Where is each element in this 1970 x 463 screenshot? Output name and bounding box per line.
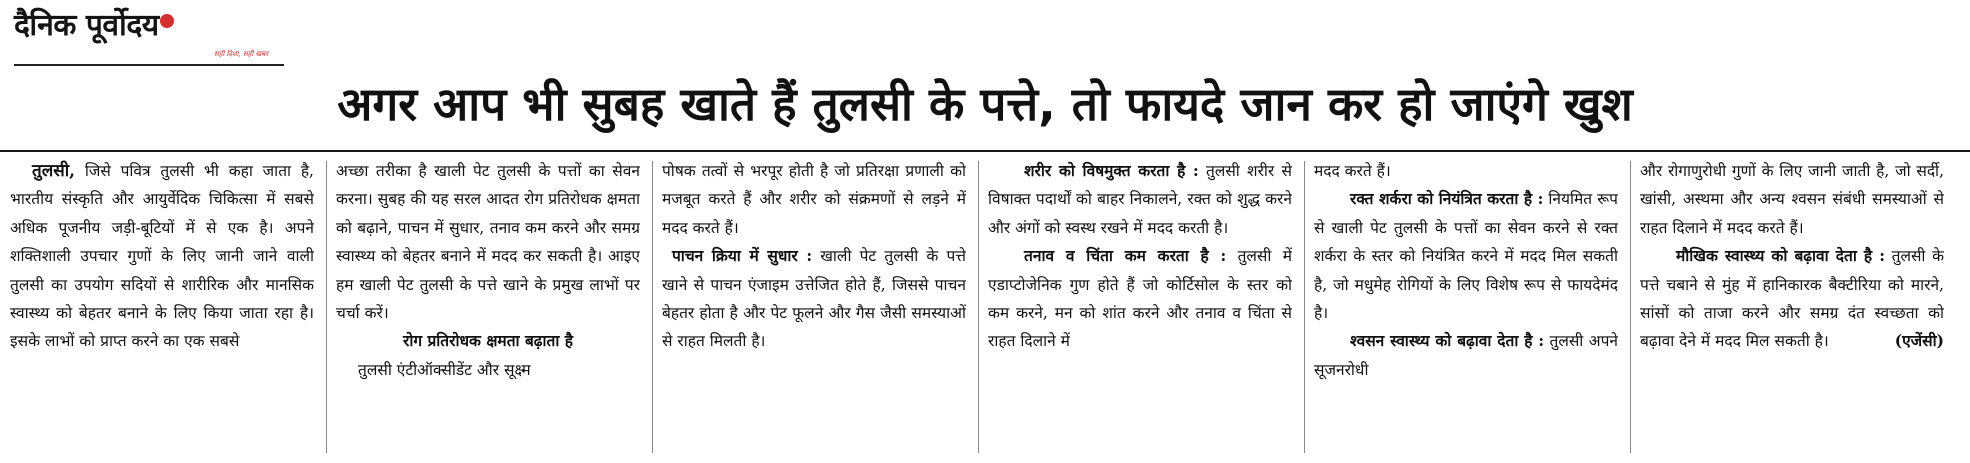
subheading-detox: शरीर को विषमुक्त करता है : — [1024, 161, 1199, 180]
masthead-rule — [14, 64, 284, 66]
column-1-paragraph — [10, 157, 314, 356]
column-5-text: नियमित रूप से खाली पेट तुलसी के पत्तों का सेवन करने से रक्त शर्करा के स्तर को नियंत्रित करने में मदद मिल सकती है, जो मधुमेह रोगियों के लिए विशेष रूप से फायदेमंद है। — [1314, 190, 1618, 323]
subheading-digestion: पाचन क्रिया में सुधार : — [672, 246, 813, 266]
masthead — [14, 8, 284, 68]
subheading-blood-sugar: रक्त शर्करा को नियंत्रित करता है : — [1350, 189, 1544, 209]
article-column-3 — [662, 157, 966, 457]
column-4-paragraph-2 — [988, 242, 1292, 356]
column-divider — [978, 161, 979, 453]
article-body — [10, 157, 1960, 457]
column-divider — [1304, 161, 1305, 453]
column-3-paragraph: पोषक तत्वों से भरपूर होती है जो प्रतिरक्षा प्रणाली को मजबूत करते हैं और शरीर को संक्रमणों से लड़ने में मदद करते हैं। — [662, 162, 966, 237]
column-5-paragraph-3 — [1314, 327, 1618, 384]
article-column-2 — [336, 157, 640, 457]
subheading-stress: तनाव व चिंता कम करता है : — [1024, 246, 1227, 266]
article-column-1 — [10, 157, 314, 457]
column-2-paragraph: अच्छा तरीका है खाली पेट तुलसी के पत्तों का सेवन करना। सुबह की यह सरल आदत रोग प्रतिरोधक क्षमता को बढ़ाने, पाचन में सुधार, तनाव कम करने और समग्र स्वास्थ्य को बेहतर बनाने में मदद कर सकती है। आइए हम खाली पेट तुलसी के पत्ते खाने के प्रमुख लाभों पर चर्चा करें। — [336, 162, 640, 323]
agency-credit: (एजेंसी) — [1894, 331, 1944, 351]
subheading-oral-health: मौखिक स्वास्थ्य को बढ़ावा देता है : — [1676, 246, 1885, 266]
column-5-paragraph: मदद करते हैं। — [1314, 162, 1391, 180]
article-column-6 — [1640, 157, 1944, 457]
column-1-text: जिसे पवित्र तुलसी भी कहा जाता है, भारतीय संस्कृति और आयुर्वेदिक चिकित्सा में सबसे अधिक पूजनीय जड़ी-बूटियों में से एक है। अपने शक्तिशाली उपचार गुणों के लिए जानी जाने वाली तुलसी का उपयोग सदियों से शारीरिक और मानसिक स्वास्थ्य को बेहतर बनाने के लिए किया जाता रहा है। इसके लाभों को प्राप्त करने का एक सबसे — [10, 162, 314, 351]
column-4-text-2: तुलसी में एडाप्टोजेनिक गुण होते हैं जो कोर्टिसोल के स्तर को कम करने, मन को शांत करने और तनाव व चिंता से राहत दिलाने में — [988, 247, 1292, 351]
column-3-paragraph-2 — [662, 242, 966, 356]
article-lead-word: तुलसी, — [32, 161, 76, 181]
article-column-5 — [1314, 157, 1618, 457]
logo-tagline: सही दिशा, सही खबर — [214, 50, 269, 58]
logo-text: दैनिक पूर्वोदय — [14, 8, 159, 43]
column-2-paragraph-2: तुलसी एंटीऑक्सीडेंट और सूक्ष्म — [358, 360, 531, 379]
column-4-paragraph — [988, 157, 1292, 242]
column-5-text-2: तुलसी अपने सूजनरोधी — [1314, 332, 1618, 379]
logo-dot-icon — [160, 14, 174, 28]
column-4-text: तुलसी शरीर से विषाक्त पदार्थों को बाहर निकालने, रक्त को शुद्ध करने और अंगों को स्वस्थ रखने में मदद करती है। — [988, 162, 1292, 237]
column-divider — [652, 161, 653, 453]
column-3-text: खाली पेट तुलसी के पत्ते खाने से पाचन एंजाइम उत्तेजित होते हैं, जिससे पाचन बेहतर होता है और पेट फूलने और गैस जैसी समस्याओं से राहत मिलती है। — [662, 247, 966, 351]
column-6-paragraph-2 — [1640, 242, 1944, 356]
subheading-respiratory: श्वसन स्वास्थ्य को बढ़ावा देता है : — [1350, 331, 1545, 351]
column-6-text: तुलसी के पत्ते चबाने से मुंह में हानिकारक बैक्टीरिया को मारने, सांसों को ताजा करने और समग्र दंत स्वच्छता को बढ़ावा देने में मदद मिल सकती है। — [1640, 247, 1944, 351]
column-6-paragraph: और रोगाणुरोधी गुणों के लिए जानी जाती है, जो सर्दी, खांसी, अस्थमा और अन्य श्वसन संबंधी समस्याओं से राहत दिलाने में मदद करते हैं। — [1640, 162, 1944, 237]
column-divider — [326, 161, 327, 453]
subheading-immunity: रोग प्रतिरोधक क्षमता बढ़ाता है — [402, 331, 574, 351]
headline-rule — [0, 150, 1970, 152]
column-5-paragraph-2 — [1314, 185, 1618, 327]
newspaper-logo — [14, 8, 284, 44]
article-headline: अगर आप भी सुबह खाते हैं तुलसी के पत्ते, तो फायदे जान कर हो जाएंगे खुश — [337, 77, 1633, 131]
column-divider — [1630, 161, 1631, 453]
article-column-4 — [988, 157, 1292, 457]
